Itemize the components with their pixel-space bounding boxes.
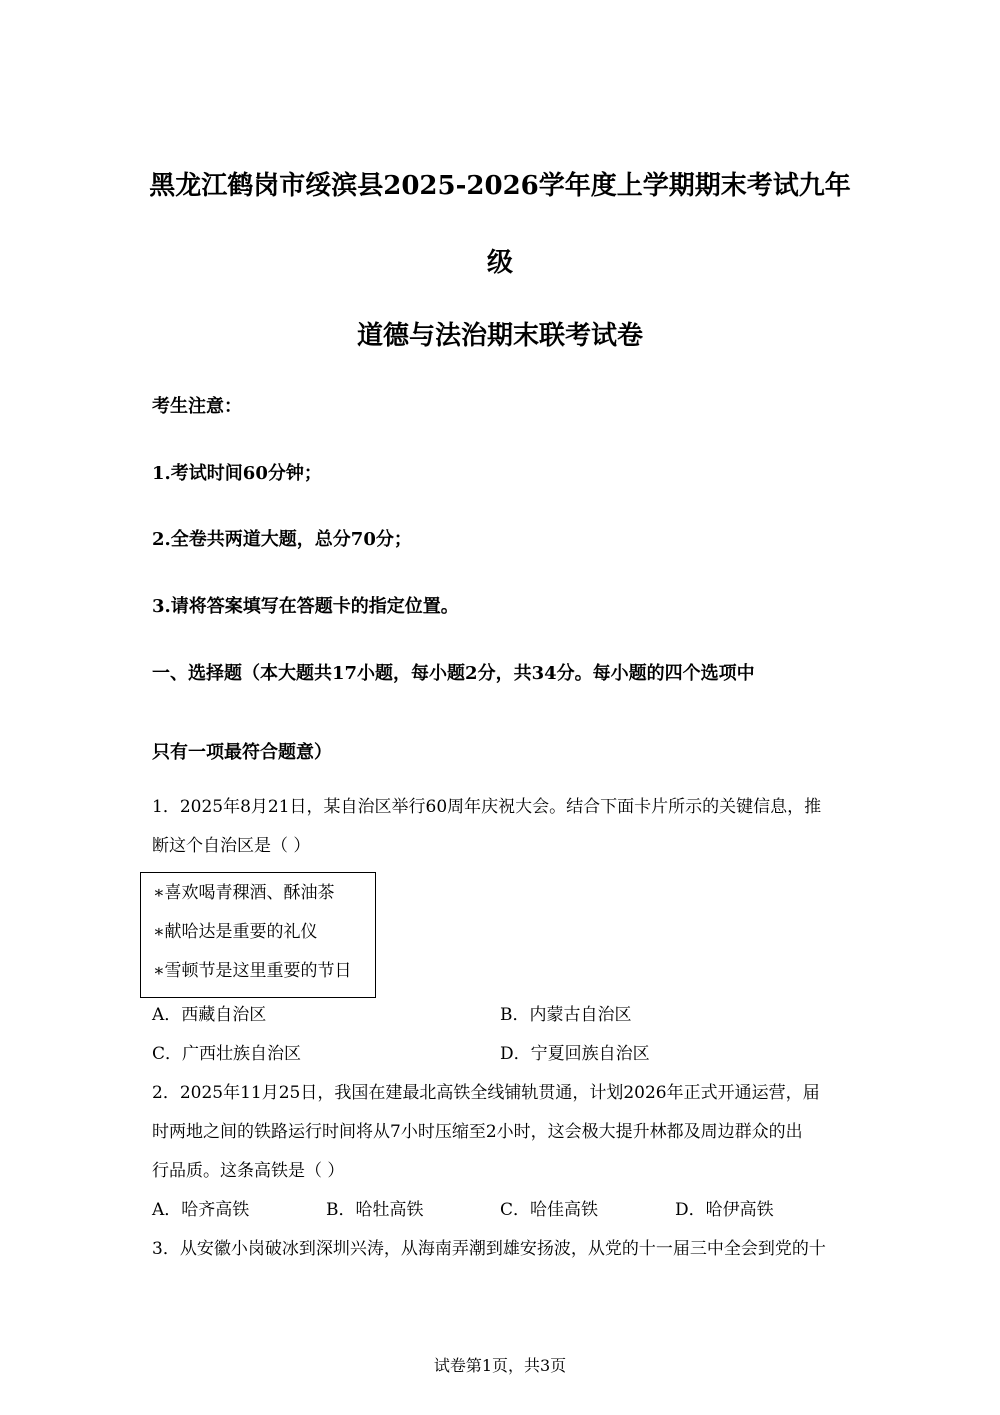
notice-item-3: 3.请将答案填写在答题卡的指定位置。 — [152, 596, 459, 617]
info-card-line: ∗献哈达是重要的礼仪 — [153, 922, 318, 942]
question-2-stem-line-2: 时两地之间的铁路运行时间将从7小时压缩至2小时，这会极大提升林都及周边群众的出 — [152, 1122, 803, 1142]
question-1-option-c: C．广西壮族自治区 — [152, 1044, 302, 1064]
question-2-stem-line-1: 2．2025年11月25日，我国在建最北高铁全线铺轨贯通，计划2026年正式开通运营，届 — [152, 1083, 820, 1103]
question-1-info-card — [140, 872, 376, 998]
info-card-line: ∗雪顿节是这里重要的节日 — [153, 961, 352, 981]
question-2-option-c: C．哈佳高铁 — [500, 1200, 599, 1220]
section-1-heading-cont: 只有一项最符合题意） — [152, 742, 332, 763]
question-1-option-a: A．西藏自治区 — [152, 1005, 267, 1025]
question-2-option-b: B．哈牡高铁 — [326, 1200, 424, 1220]
question-1-option-d: D．宁夏回族自治区 — [500, 1044, 650, 1064]
section-1-heading: 一、选择题（本大题共17小题，每小题2分，共34分。每小题的四个选项中 — [152, 663, 755, 684]
question-2-stem-line-3: 行品质。这条高铁是（ ） — [152, 1161, 345, 1181]
info-card-line: ∗喜欢喝青稞酒、酥油茶 — [153, 883, 335, 903]
page-footer: 试卷第1页，共3页 — [433, 1356, 567, 1375]
notice-item-1: 1.考试时间60分钟； — [152, 463, 322, 484]
notice-heading: 考生注意： — [152, 396, 242, 417]
exam-title-line-2: 级 — [486, 248, 513, 278]
question-2-option-a: A．哈齐高铁 — [152, 1200, 250, 1220]
notice-item-2: 2.全卷共两道大题，总分70分； — [152, 529, 412, 550]
question-1-stem-line-2: 断这个自治区是（ ） — [152, 836, 311, 856]
question-1-option-b: B．内蒙古自治区 — [500, 1005, 632, 1025]
exam-subtitle: 道德与法治期末联考试卷 — [356, 321, 643, 351]
question-2-option-d: D．哈伊高铁 — [675, 1200, 774, 1220]
question-1-stem-line-1: 1．2025年8月21日，某自治区举行60周年庆祝大会。结合下面卡片所示的关键信息，推 — [152, 797, 822, 817]
exam-title-line-1: 黑龙江鹤岗市绥滨县2025-2026学年度上学期期末考试九年 — [149, 171, 851, 201]
question-3-stem-line-1: 3．从安徽小岗破冰到深圳兴涛，从海南弄潮到雄安扬波，从党的十一届三中全会到党的十 — [152, 1239, 826, 1259]
